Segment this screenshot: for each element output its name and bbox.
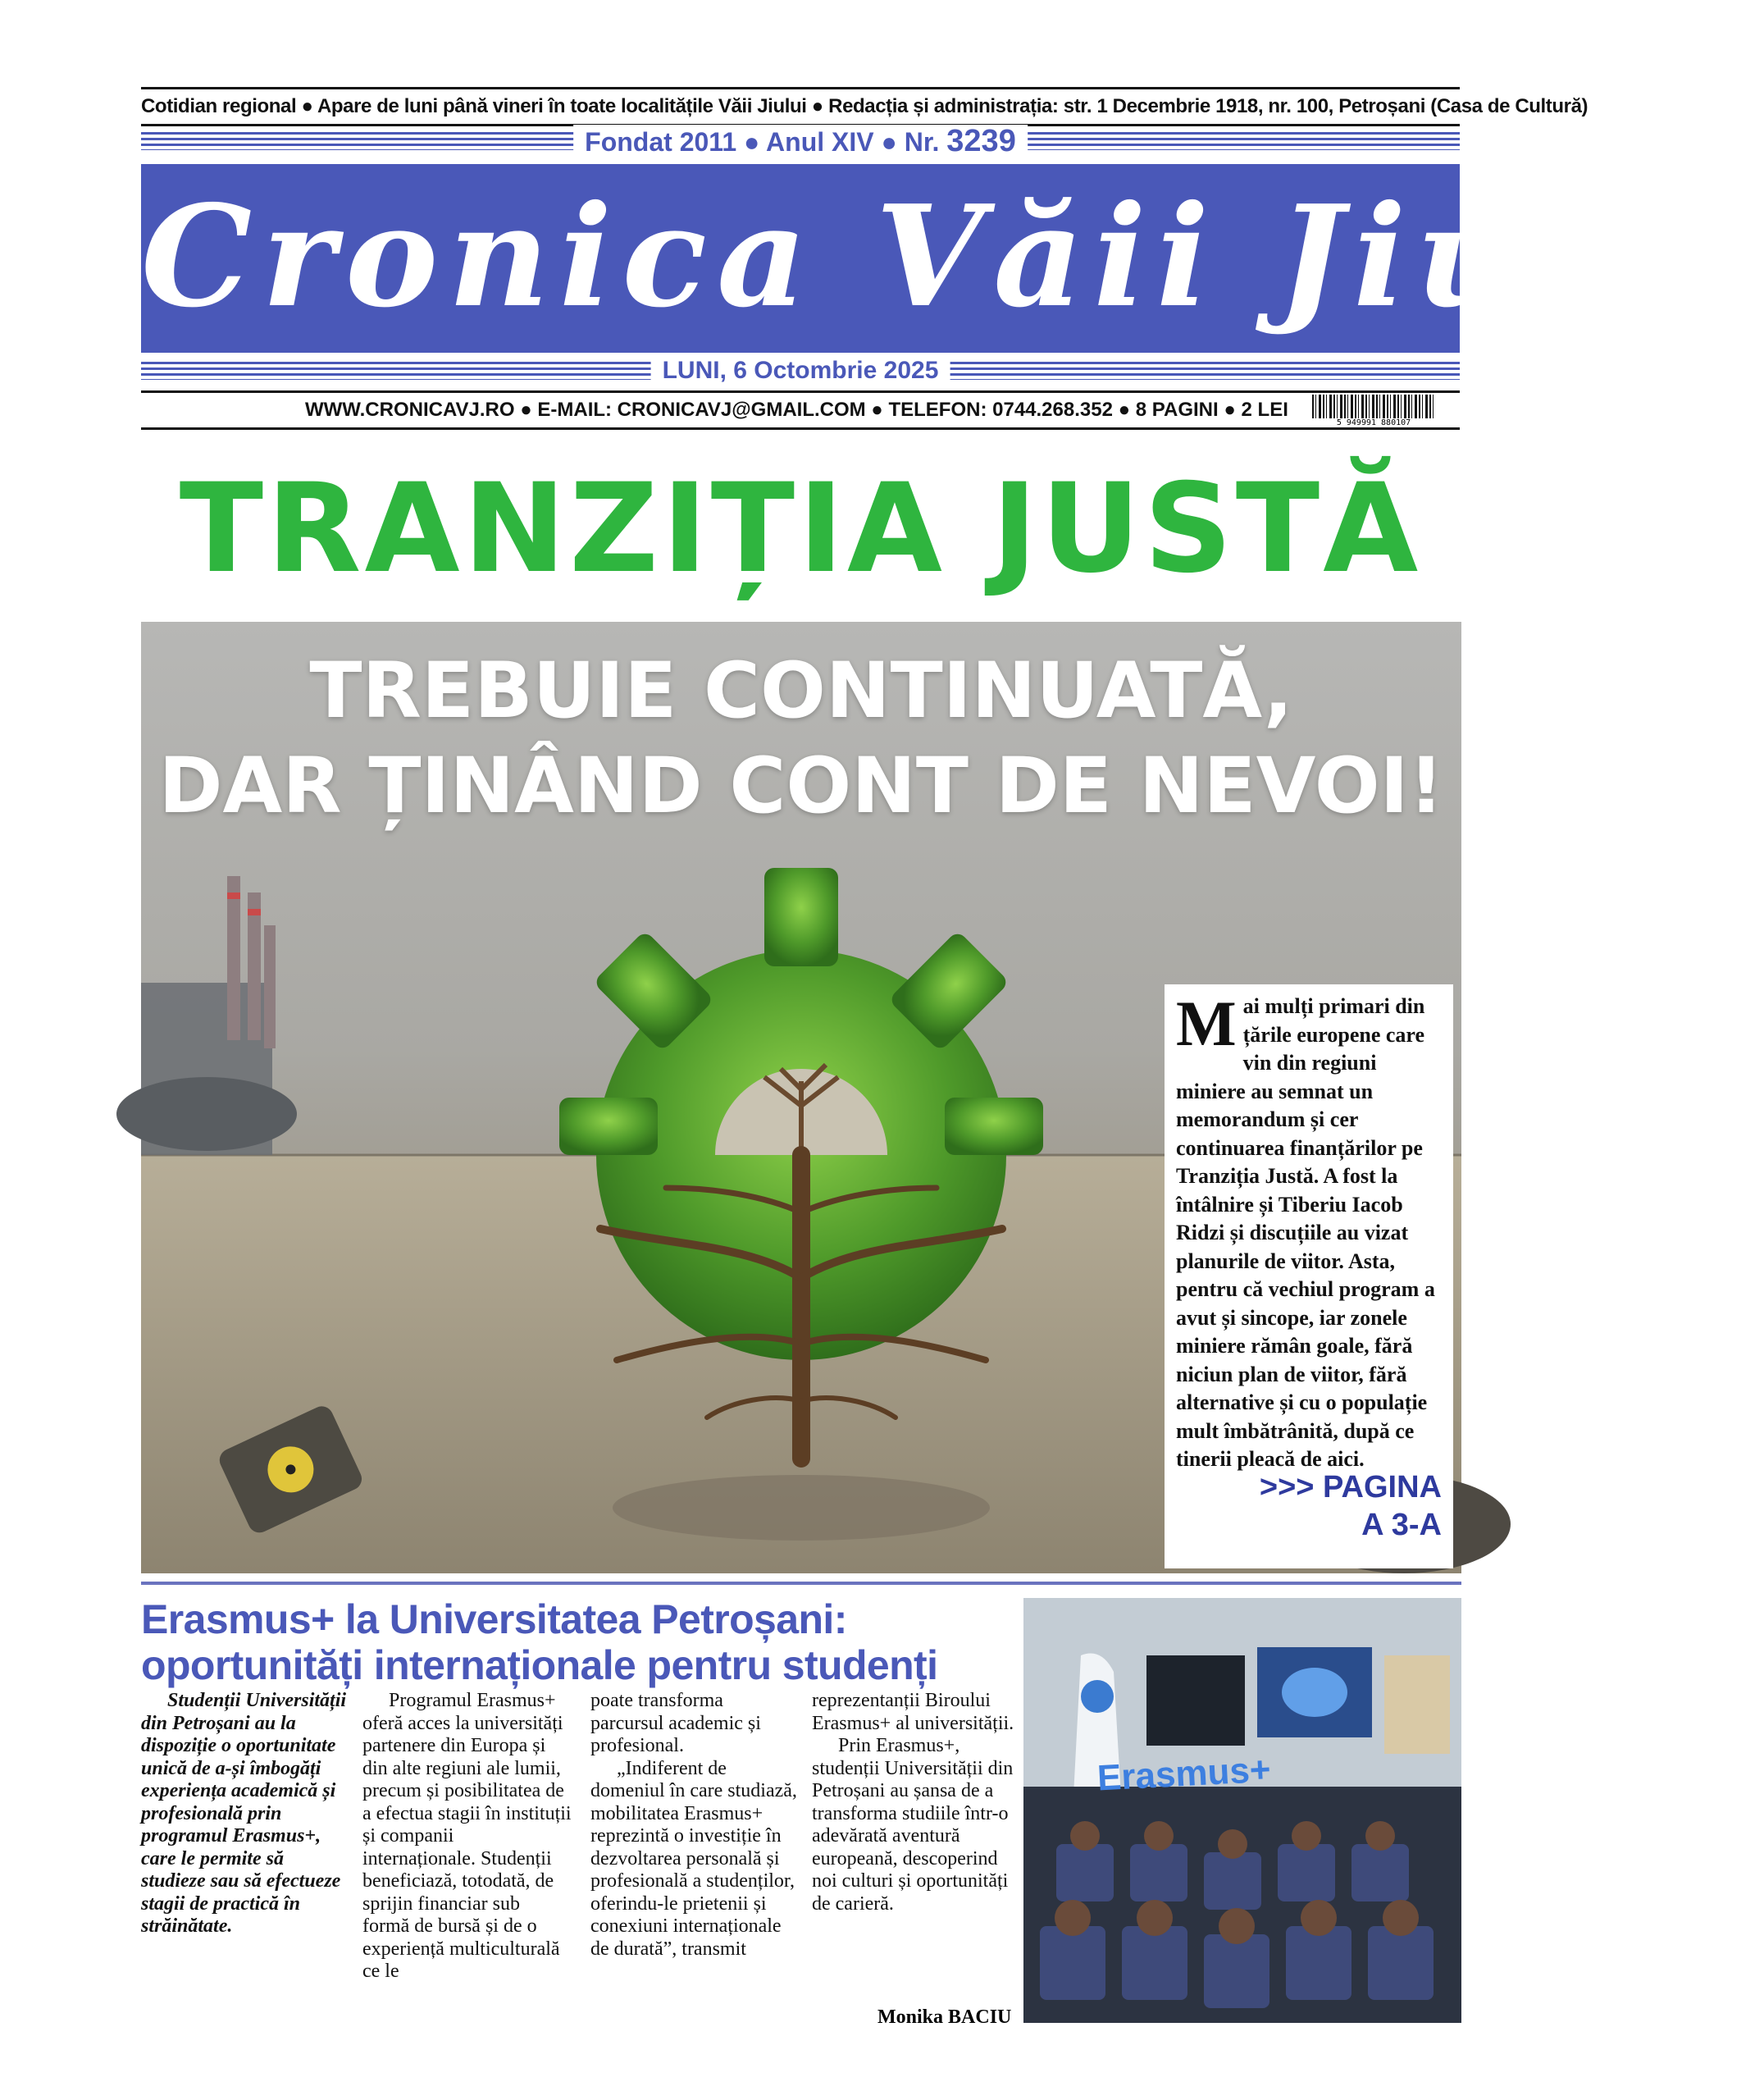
erasmus-column-2 — [362, 1690, 572, 1984]
erasmus-column-3 — [590, 1690, 800, 1961]
main-article-body: ai mulți primari din țările europene care vin din regiuni miniere au semnat un memorandum și cer continuarea finanțărilor pe Tranziția Justă. A fost la întâlnire și Tiberiu Iacob Ridzi și discuțiile au vizat planurile de viitor. Asta, pentru că vechiul program a avut și sincope, iar zonele miniere rămân goale, fără niciun plan de viitor, fără alternative și cu o populație mult îmbătrânită, după ce tinerii pleacă de aici. — [1176, 994, 1435, 1471]
article-author: Monika BACIU — [877, 2006, 1012, 2028]
issue-date: LUNI, 6 Octombrie 2025 — [651, 354, 950, 387]
continue-page-link[interactable] — [1260, 1468, 1442, 1544]
erasmus-headline — [141, 1596, 1010, 1688]
drop-cap: M — [1176, 988, 1237, 1059]
date-bar — [141, 354, 1460, 387]
lecture-hall-illustration — [1023, 1598, 1461, 2023]
erasmus-col3-text-a: poate transforma parcursul academic și profesional. — [590, 1690, 761, 1756]
contact-text: WWW.CRONICAVJ.RO ● E-MAIL: CRONICAVJ@GMAIL.COM ● TELEFON: 0744.268.352 ● 8 PAGINI ● 2 LEI — [305, 399, 1288, 421]
erasmus-headline-line2: oportunități internaționale pentru studenți — [141, 1642, 938, 1688]
continue-link-line2: A 3-A — [1361, 1508, 1442, 1542]
erasmus-headline-line1: Erasmus+ la Universitatea Petroșani: — [141, 1596, 847, 1642]
erasmus-photo — [1022, 1596, 1463, 2025]
newspaper-title: Cronica Văii Jiului — [141, 175, 1764, 339]
founded-text — [573, 125, 1028, 158]
founded-bar — [141, 125, 1460, 158]
masthead — [141, 164, 1764, 353]
erasmus-banner-label: Erasmus+ — [1096, 1749, 1272, 1799]
main-article-box — [1165, 984, 1453, 1568]
section-separator — [141, 1582, 1461, 1585]
erasmus-column-4 — [812, 1690, 1021, 1915]
continue-link-line1: >>> PAGINA — [1259, 1470, 1442, 1504]
barcode-number: 5 949991 880107 — [1312, 418, 1435, 427]
erasmus-col4-text-a: reprezentanții Biroului Erasmus+ al universității. — [812, 1690, 1014, 1734]
erasmus-lead-text: Studenții Universității din Petroșani au la dispoziție o oportunitate unică de a-și îmbogăți experiența academică și profesională prin programul Erasmus+, care le permite să studieze sau să efectueze stagii de practică în străinătate. — [141, 1690, 347, 1937]
erasmus-col3-text-b: „Indiferent de domeniul în care studiază, mobilitatea Erasmus+ reprezintă o investiție în dezvoltarea personală și profesională a studenților, oferindu-le prietenii și conexiuni internaționale de durată”, transmit — [590, 1757, 797, 1960]
erasmus-col2-text: Programul Erasmus+ oferă acces la universități partenere din Europa și din alte regiuni ale lumii, precum și posibilitatea de a efectua stagii în instituții și companii internaționale. Studenții beneficiază, totodată, de sprijin financiar sub formă de bursă și de o experiență multiculturală ce le — [362, 1690, 572, 1982]
top-info-text: Cotidian regional ● Apare de luni până vineri în toate localitățile Văii Jiului ● Redacția și administrația: str. 1 Decembrie 1918, nr. 100, Petroșani (Casa de Cultură) — [141, 95, 1589, 117]
main-headline: TRANZIȚIA JUSTĂ — [179, 458, 1422, 600]
issue-number: 3239 — [946, 124, 1016, 158]
erasmus-lead-column — [141, 1690, 350, 1938]
founded-label: Fondat 2011 ● Anul XIV ● Nr. — [585, 127, 940, 157]
sub-headline-line1: TREBUIE CONTINUATĂ, — [309, 646, 1293, 736]
erasmus-col4-text-b: Prin Erasmus+, studenții Universității din Petroșani au șansa de a transforma studiile într-o adevărată aventură europeană, descoperind noi culturi și oportunități de carieră. — [812, 1735, 1014, 1915]
top-info-bar — [141, 87, 1589, 126]
main-article-text — [1176, 988, 1447, 1474]
barcode-icon — [1312, 395, 1435, 426]
contact-bar — [141, 390, 1460, 430]
sub-headline-line2: DAR ȚINÂND CONT DE NEVOI! — [158, 742, 1444, 831]
